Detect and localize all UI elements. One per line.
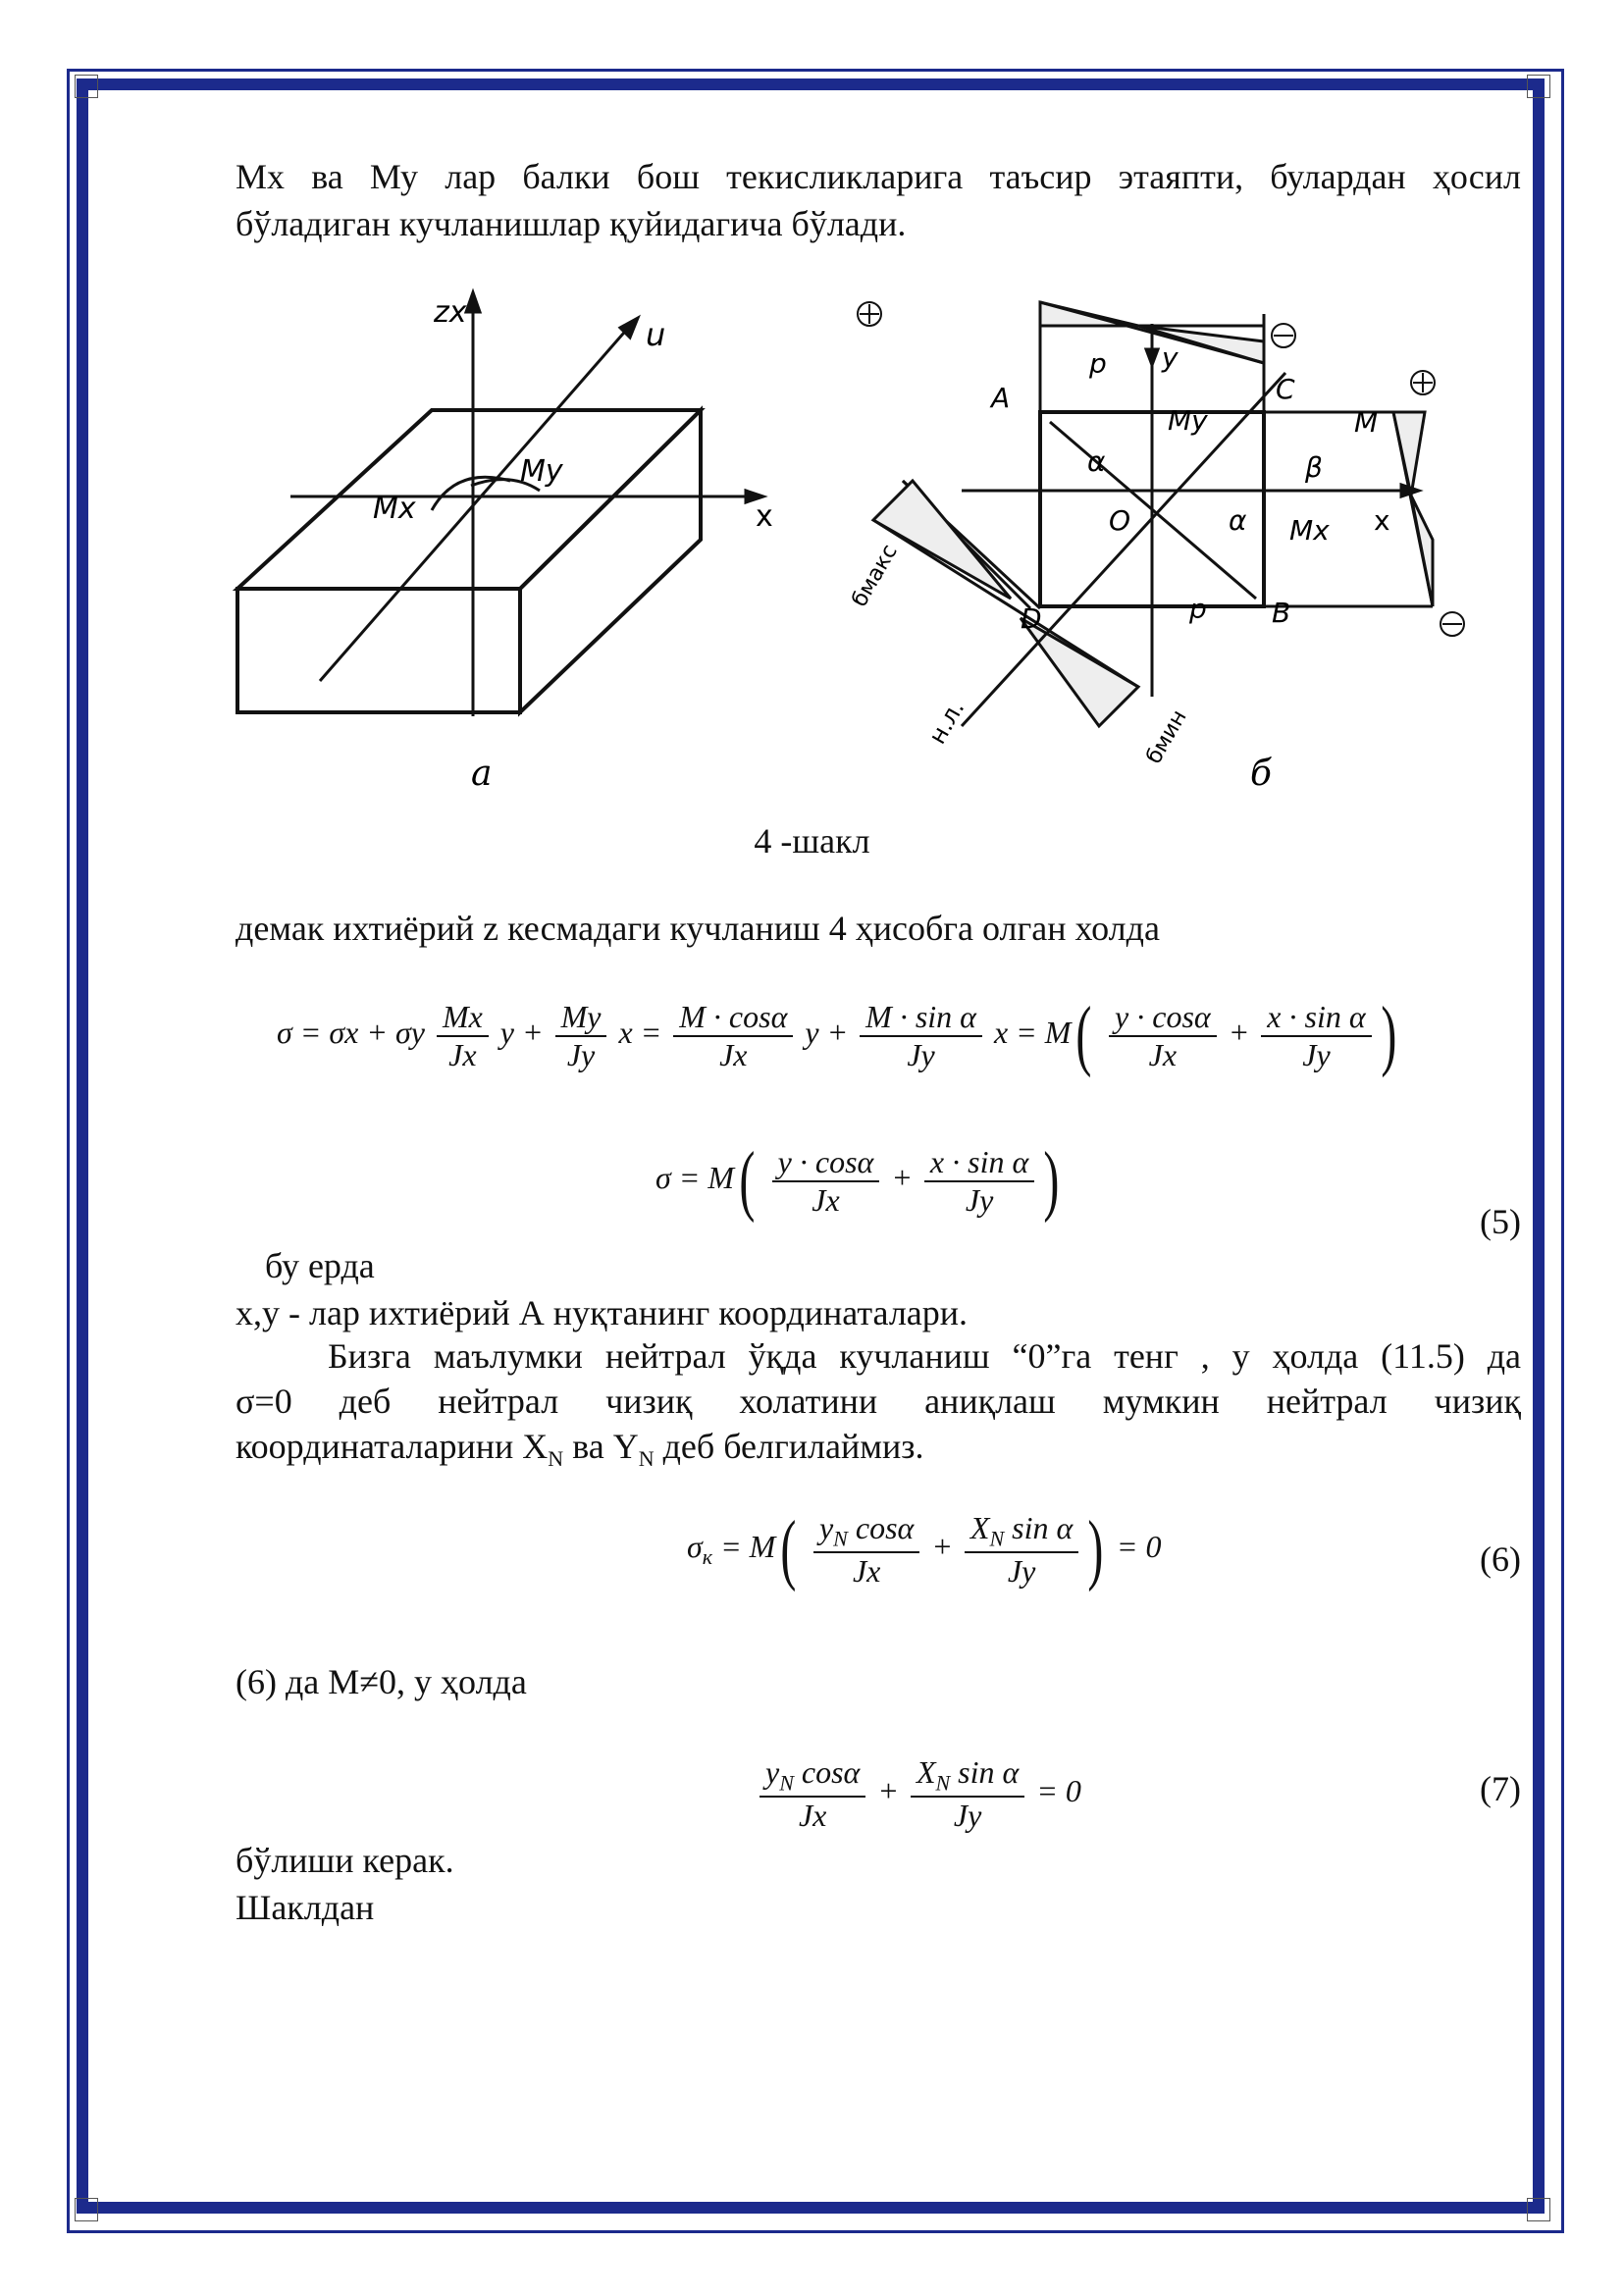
label-M: M bbox=[1354, 406, 1379, 439]
label-My: My bbox=[1168, 404, 1208, 437]
shakldan-text: Шаклдан bbox=[236, 1888, 375, 1927]
equation-main: σ = σx + σy $\frac{Mx}{Jx}$ y + $\frac{My}{Jy}$ x = $\frac{M \cdot \cos\alpha}{Jx}$ y + $\frac{\text{M · sin α}}{Jy}$ x = M( $\frac{y \cdot \cos\alpha}{Jx}$ + $\frac{\text{x · sin α}}{Jy}$ ) bbox=[277, 992, 1396, 1078]
equation-7: $\frac{y_N \cos\alpha}{Jx}$ + $\frac{X_N \sin \alpha}{Jy}$ = 0 bbox=[756, 1754, 1081, 1834]
bu-erda-text: бу ерда bbox=[265, 1246, 375, 1285]
corner-mark bbox=[75, 2198, 98, 2221]
six-line: (6) да M≠0, у ҳолда bbox=[236, 1662, 527, 1701]
bulishi-text: бўлиши керак. bbox=[236, 1841, 454, 1880]
label-alpha-2: α bbox=[1229, 504, 1247, 537]
equation-6: $\sigma_к = M$( $\frac{y_N \cos\alpha}{Jx}$ + $\frac{X_N \sin \alpha}{Jy}$ ) = 0 bbox=[687, 1506, 1162, 1592]
x-label: x bbox=[756, 499, 773, 534]
label-C: C bbox=[1276, 373, 1295, 405]
z-arrow bbox=[466, 292, 480, 312]
figure-b bbox=[844, 285, 1511, 814]
label-D: D bbox=[1021, 602, 1042, 635]
figure-caption: 4 -шакл bbox=[754, 821, 870, 861]
equation-5-number: (5) bbox=[1480, 1202, 1521, 1241]
label-x: x bbox=[1374, 504, 1390, 537]
corner-mark bbox=[1527, 2198, 1550, 2221]
bizga-line-1: Бизга маълумки нейтрал ўқда кучланиш “0”га тенг , у ҳолда (11.5) да bbox=[328, 1336, 1521, 1376]
label-Mx: Mx bbox=[1289, 514, 1330, 547]
label-beta: β bbox=[1305, 451, 1323, 484]
label-A: A bbox=[991, 382, 1011, 414]
intro-line-2: бўладиган кучланишлар қуйидагича бўлади. bbox=[236, 204, 907, 243]
box-top-face bbox=[237, 410, 701, 589]
xy-line: x,y - лар ихтиёрий А нуқтанинг координаталари. bbox=[236, 1293, 969, 1332]
corner-mark bbox=[75, 75, 98, 98]
label-B: B bbox=[1272, 597, 1291, 629]
after-figure-text: демак ихтиёрий z кесмадаги кучланиш 4 ҳисобга олган холда bbox=[236, 909, 1160, 948]
figure-b-label: б bbox=[1250, 754, 1272, 794]
equation-7-number: (7) bbox=[1480, 1769, 1521, 1808]
mx-arc bbox=[432, 477, 510, 510]
u-label: u bbox=[646, 316, 666, 353]
equation-5: σ = M( $\frac{y \cdot \cos\alpha}{Jx}$ + $\frac{\text{x · sin α}}{Jy}$ ) bbox=[655, 1137, 1060, 1224]
bizga-line-2: σ=0 деб нейтрал чизиқ холатини аниқлаш мумкин нейтрал чизиқ bbox=[236, 1382, 1521, 1421]
label-p-bottom: p bbox=[1189, 593, 1207, 625]
my-label: My bbox=[520, 454, 563, 489]
zx-label: zx bbox=[434, 295, 467, 330]
figure-a-label: а bbox=[471, 754, 493, 794]
corner-mark bbox=[1527, 75, 1550, 98]
label-alpha-1: α bbox=[1087, 445, 1106, 478]
label-smin: бмин bbox=[1141, 705, 1192, 768]
label-O: O bbox=[1109, 504, 1131, 537]
equation-6-number: (6) bbox=[1480, 1539, 1521, 1579]
label-smax: бмакс bbox=[847, 540, 903, 611]
box-front-face bbox=[237, 589, 520, 712]
mx-label: Mx bbox=[373, 492, 416, 526]
label-y: y bbox=[1162, 341, 1179, 374]
bizga-line-3: координаталарини $X_N$ ва $Y_N$ деб белгилаймиз. bbox=[236, 1427, 924, 1472]
label-p-top: p bbox=[1089, 347, 1107, 380]
label-neutral-line: н.л. bbox=[922, 695, 970, 749]
u-axis bbox=[320, 326, 630, 681]
intro-line-1: Мх ва Му лар балки бош текисликларига таъсир этаяпти, булардан ҳосил bbox=[236, 157, 1521, 196]
figure-a bbox=[226, 285, 814, 805]
